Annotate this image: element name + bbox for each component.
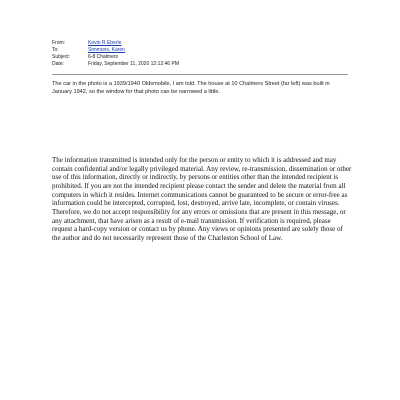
date-value: Friday, September 11, 2020 12:12:46 PM [88,61,179,67]
date-label: Date: [52,61,64,67]
subject-value: 6-8 Chalmers [88,54,119,60]
to-row [52,47,348,54]
email-header [52,40,348,68]
subject-row [52,54,348,61]
from-label: From: [52,40,66,46]
to-label: To: [52,47,59,53]
subject-label: Subject: [52,54,71,60]
email-body: The car in the photo is a 1939/1940 Oldsmobile, I am told. The house at 10 Chalmers Street (far left) was built in January 1942, so the window for that photo can be narrowed a little. [52,81,330,95]
to-value[interactable]: Simmons, Karen [88,47,125,53]
date-row [52,61,348,68]
from-row [52,40,348,47]
legal-disclaimer: The information transmitted is intended only for the person or entity to which it is addressed and may contain confidential and/or legally privileged material. Any review, re-transmission, dissemination or other use of this information, directly or indirectly, by persons or entities other than the intended recipient is prohibited. If you are not the intended recipient please contact the sender and delete the material from all computers in which it resides. Internet communications cannot be guaranteed to be secure or error-free as information could be intercepted, corrupted, lost, destroyed, arrive late, incomplete, or contain viruses. Therefore, we do not accept responsibility for any errors or omissions that are present in this message, or any attachment, that have arisen as a result of e-mail transmission. If verification is required, please request a hard-copy version or contact us by phone. Any views or opinions presented are solely those of the author and do not necessarily represent those of the Charleston School of Law. [52,156,352,242]
from-value[interactable]: Kevin R Eberle [88,40,122,46]
header-divider [52,74,348,75]
